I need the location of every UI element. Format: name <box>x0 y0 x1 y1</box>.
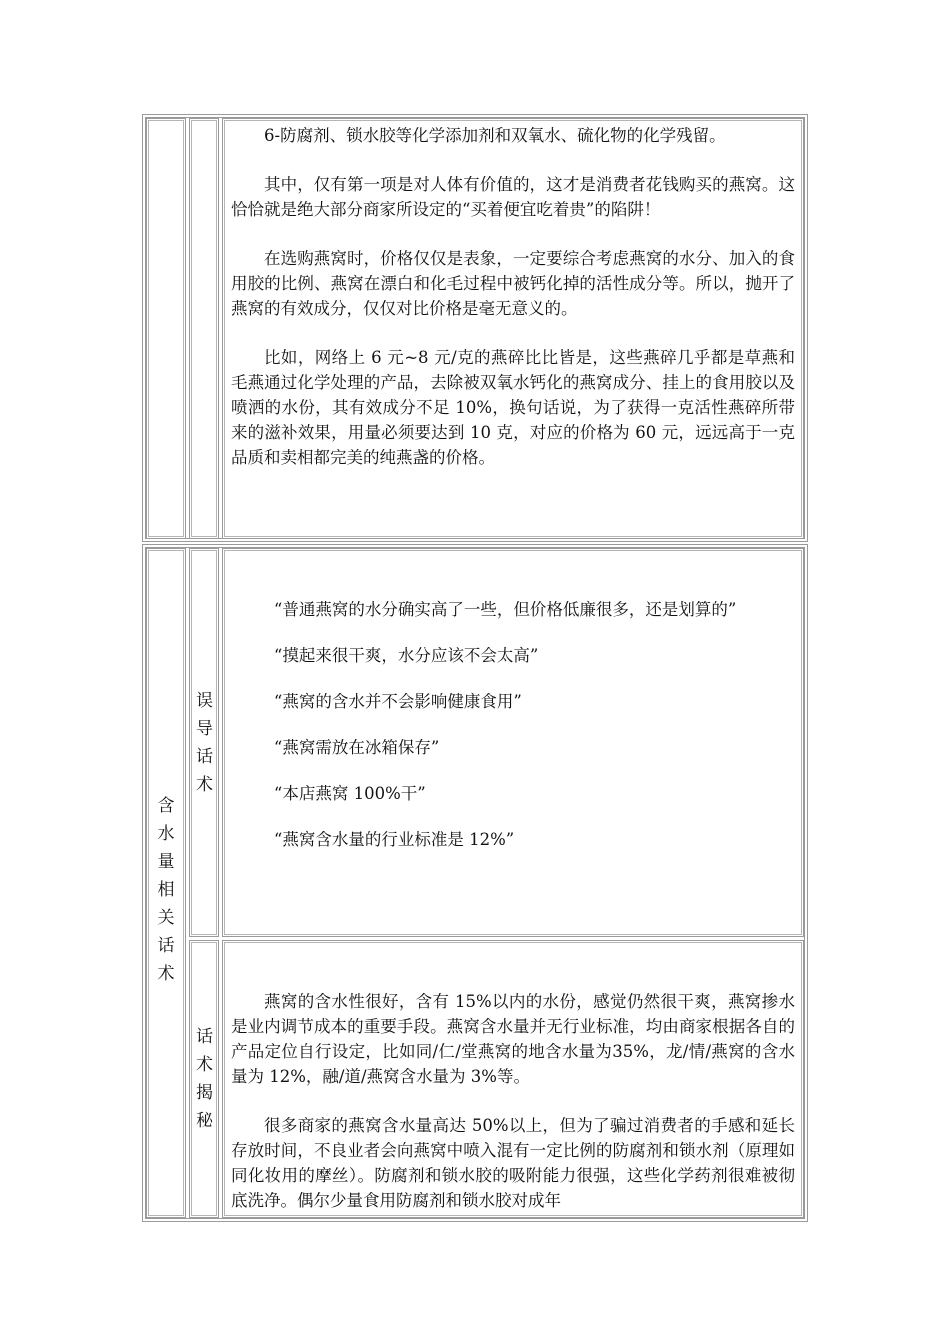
top-category-cell <box>146 118 186 539</box>
quote-6: “燕窝含水量的行业标准是 12%” <box>273 830 515 849</box>
quote-4: “燕窝需放在冰箱保存” <box>273 738 440 757</box>
quote-3: “燕窝的含水并不会影响健康食用” <box>273 692 522 711</box>
category-cell <box>146 548 186 1218</box>
quote-2: “摸起来很干爽，水分应该不会太高” <box>273 646 539 665</box>
top-content-cell <box>222 118 804 539</box>
top-paragraph-4: 比如，网络上 6 元~8 元/克的燕碎比比皆是，这些燕碎几乎都是草燕和毛燕通过化学处理的产品，去除被双氧水钙化的燕窝成分、挂上的食用胶以及喷洒的水份，其有效成分不足 10%，换句话说，为了获得一克活性燕碎所带来的滋补效果，用量必须要达到 10 克，对应的价格为 60 元，远远高于一克品质和卖相都完美的纯燕盏的价格。 <box>231 348 795 467</box>
reveal-content <box>231 989 795 1218</box>
quote-1: “普通燕窝的水分确实高了一些，但价格低廉很多，还是划算的” <box>273 600 737 619</box>
reveal-label: 话术揭秘 <box>196 1027 213 1131</box>
top-paragraph-2: 其中，仅有第一项是对人体有价值的，这才是消费者花钱购买的燕窝。这恰恰就是绝大部分商家所设定的“买着便宜吃着贵”的陷阱！ <box>231 175 795 219</box>
reveal-content-cell <box>222 940 804 1218</box>
top-label-cell <box>189 118 219 539</box>
top-paragraph-1: 6-防腐剂、锁水胶等化学添加剂和双氧水、硫化物的化学残留。 <box>264 126 726 145</box>
quote-5: “本店燕窝 100%干” <box>273 784 426 803</box>
misleading-label: 误导话术 <box>196 691 213 795</box>
reveal-label-cell <box>189 940 219 1218</box>
reveal-paragraph-2: 很多商家的燕窝含水量高达 50%以上，但为了骗过消费者的手感和延长存放时间，不良业者会向燕窝中喷入混有一定比例的防腐剂和锁水剂（原理如同化妆用的摩丝）。防腐剂和锁水胶的吸附能力很强，这些化学药剂很难被彻底洗净。偶尔少量食用防腐剂和锁水胶对成年 <box>231 1116 795 1210</box>
category-label: 含水量相关话术 <box>157 796 175 984</box>
top-paragraph-3: 在选购燕窝时，价格仅仅是表象，一定要综合考虑燕窝的水分、加入的食用胶的比例、燕窝在漂白和化毛过程中被钙化掉的活性成分等。所以，抛开了燕窝的有效成分，仅仅对比价格是毫无意义的。 <box>231 249 795 318</box>
top-content <box>231 123 795 494</box>
misleading-label-cell <box>189 548 219 937</box>
reveal-paragraph-1: 燕窝的含水性很好，含有 15%以内的水份，感觉仍然很干爽，燕窝掺水是业内调节成本的重要手段。燕窝含水量并无行业标准，均由商家根据各自的产品定位自行设定，比如同/仁/堂燕窝的地含水量为35%，龙/情/燕窝的含水量为 12%，融/道/燕窝含水量为 3%等。 <box>231 992 795 1086</box>
misleading-quotes <box>231 597 795 873</box>
misleading-content-cell <box>222 548 804 937</box>
